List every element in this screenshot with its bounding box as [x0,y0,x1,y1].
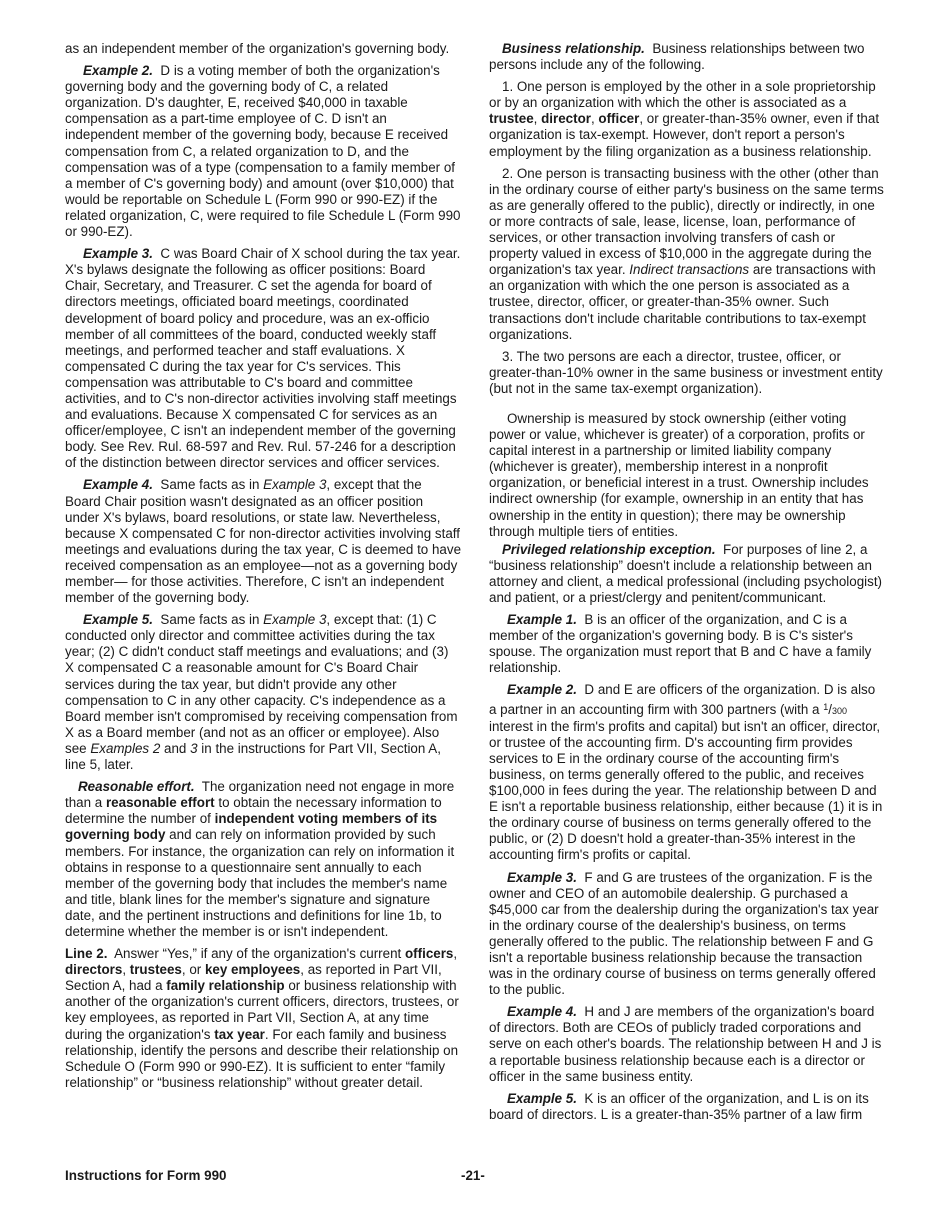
business-relationship-paragraph: Business relationship. Business relationships between two persons include any of the following. [489,41,865,73]
business-relationship-item-1: 1. One person is employed by the other in a sole proprietorship or by an organization with which the other is associated as a trustee, director, officer, or greater-than-35% owner, even if that organization is tax-exempt. However, don't report a person's employment by the filing organization as a business relationship. [489,79,880,159]
right-example-3-label: Example 3. [507,869,577,885]
example-2-label: Example 2. [83,63,153,79]
fraction-numerator: 1 [823,701,829,712]
right-example-5-label: Example 5. [507,1090,577,1106]
example-5-label: Example 5. [83,612,153,628]
right-column [489,41,885,1129]
paragraph-continued: as an independent member of the organization's governing body. [65,41,450,56]
right-example-2-label: Example 2. [507,682,577,698]
example-4-paragraph: Example 4. Same facts as in Example 3, except that the Board Chair position wasn't designated as an officer position under X's bylaws, board resolutions, or state law. Nevertheless, because X compensated C for non-director activities involving staff meetings and evaluations during the tax year, C is deemed to have received compensation as an employee—not as a governing body member— for those activities. Therefore, C isn't an independent member of the governing body. [65,477,462,606]
right-example-2-paragraph: Example 2. D and E are officers of the organization. D is also a partner in an accounting firm with 300 partners (with a $^1$/300 interest in the firm's profits and capital) but isn't an officer, director, or trustee of the accounting firm. D's accounting firm provides services to E in the ordinary course of the accounting firm's business, on terms generally offered to the public, and receives $100,000 in fees during the year. The relationship between D and E isn't a reportable business relationship, either because (1) it is in the ordinary course of business on terms generally offered to the public, or (2) D doesn't hold a greater-than-35% interest in the accounting firm's profits or capital. [489,682,883,863]
example-2-paragraph: Example 2. D is a voting member of both the organization's governing body and the governing body of C, a related organization. D's daughter, E, received $40,000 in taxable compensation as a part-time employee of C. D isn't an independent member of the governing body, because E received compensation from C, a related organization to D, and the compensation was of a type (compensation to a family member of a member of C's governing body) and amount (over $10,000) that would be reportable on Schedule L (Form 990 or 990-EZ) if the related organization, C, were required to file Schedule L (Form 990 or 990-EZ). [65,63,461,240]
example-3-label: Example 3. [83,246,153,262]
privileged-relationship-heading: Privileged relationship exception. [502,541,716,557]
line-2-paragraph: Line 2. Answer “Yes,” if any of the organization's current officers, directors, trustees, or key employees, as reported in Part VII, Section A, had a family relationship or business relationship with another of the organization's current officers, directors, trustees, or key employees, as reported in Part VII, Section A, at any time during the organization's tax year. For each family and business relationship, identify the persons and describe their relationship on Schedule O (Form 990 or 990-EZ). It is sufficient to enter “family relationship” or “business relationship” without greater detail. [65,946,459,1090]
privileged-relationship-paragraph: Privileged relationship exception. For purposes of line 2, a “business relationship” doesn't include a relationship between an attorney and client, a medical professional (including psychologist) and patient, or a priest/clergy and penitent/communicant. [489,541,883,605]
example-5-paragraph: Example 5. Same facts as in Example 3, except that: (1) C conducted only director and committee activities during the tax year; (2) C didn't conduct staff meetings and evaluations; and (3) X compensated C a reasonable amount for C's Board Chair services during the tax year, but didn't provide any other compensation to C in any other capacity. C's independence as a Board member isn't compromised by receiving compensation from X as a Board member (and not as an officer or employee). Also see Examples 2 and 3 in the instructions for Part VII, Section A, line 5, later. [65,612,458,773]
business-relationship-item-2: 2. One person is transacting business with the other (other than in the ordinary course of either party's business on the same terms as are generally offered to the public), directly or indirectly, in one or more contracts of sale, lease, license, loan, performance of services, or other transaction involving transfers of cash or property valued in excess of $10,000 in the aggregate during the organization's tax year. Indirect transactions are transactions with an organization with which the one person is associated as a trustee, director, officer, or greater-than-35% owner. Such transactions don't include charitable contributions to tax-exempt organizations. [489,165,884,342]
right-example-5-paragraph: Example 5. K is an officer of the organization, and L is on its board of directors. L is a greater-than-35% partner of a law firm [489,1090,869,1122]
right-example-3-paragraph: Example 3. F and G are trustees of the organization. F is the owner and CEO of an automobile dealership. G purchased a $45,000 car from the dealership during the organization's tax year in the ordinary course of the dealership's business, on terms generally offered to the public. The relationship between F and G isn't a reportable business relationship because the transaction was in the ordinary course of business on terms generally offered to the public. [489,869,879,998]
right-example-1-paragraph: Example 1. B is an officer of the organization, and C is a member of the organization's governing body. B is C's sister's spouse. The organization must report that B and C have a family relationship. [489,612,872,676]
right-example-1-label: Example 1. [507,612,577,628]
page-number: -21- [461,1168,485,1183]
footer-form-title: Instructions for Form 990 [65,1168,227,1183]
example-4-label: Example 4. [83,477,153,493]
left-column [65,41,461,1097]
right-example-4-label: Example 4. [507,1004,577,1020]
fraction-denominator: 300 [831,705,847,716]
example-3-paragraph: Example 3. C was Board Chair of X school during the tax year. X's bylaws designate the following as officer positions: Board Chair, Secretary, and Treasurer. C set the agenda for board of directors meetings, officiated board meetings, coordinated development of board policy and procedure, was an ex-officio member of all committees of the board, conducted weekly staff meetings, and performed teacher and staff evaluations. X compensated C during the tax year for C's services. This compensation was attributable to C's board and committee activities, and to C's non-director activities involving staff meetings and evaluations. Because X compensated C for services as an officer/employee, C isn't an independent member of the governing body. See Rev. Rul. 68-597 and Rev. Rul. 57-246 for a description of the distinction between director services and officer services. [65,246,461,471]
line-2-heading: Line 2. [65,946,108,962]
ownership-paragraph: Ownership is measured by stock ownership (either voting power or value, whichever is greater) of a corporation, profits or capital interest in a partnership or limited liability company (whichever is greater), membership interest in a nonprofit organization, or beneficial interest in a trust. Ownership includes indirect ownership (for example, ownership in an entity that has ownership in the entity in question); there may be ownership through multiple tiers of entities. [489,410,869,539]
business-relationship-heading: Business relationship. [502,41,645,56]
reasonable-effort-heading: Reasonable effort. [78,779,195,795]
right-example-4-paragraph: Example 4. H and J are members of the organization's board of directors. Both are CEOs of publicly traded corporations and serve on each other's boards. The relationship between H and J is a reportable business relationship because each is a director or officer in the same business entity. [489,1004,882,1084]
reasonable-effort-paragraph: Reasonable effort. The organization need not engage in more than a reasonable effort to obtain the necessary information to determine the number of independent voting members of its governing body and can rely on information provided by such members. For instance, the organization can rely on information it obtains in response to a questionnaire sent annually to each member of the governing body that includes the member's name and title, blank lines for the member's signature and signature date, and the pertinent instructions and definitions for line 1b, to determine whether the member is or isn't independent. [65,779,455,939]
business-relationship-item-3: 3. The two persons are each a director, trustee, officer, or greater-than-10% owner in the same business or investment entity (but not in the same tax-exempt organization). [489,348,883,396]
